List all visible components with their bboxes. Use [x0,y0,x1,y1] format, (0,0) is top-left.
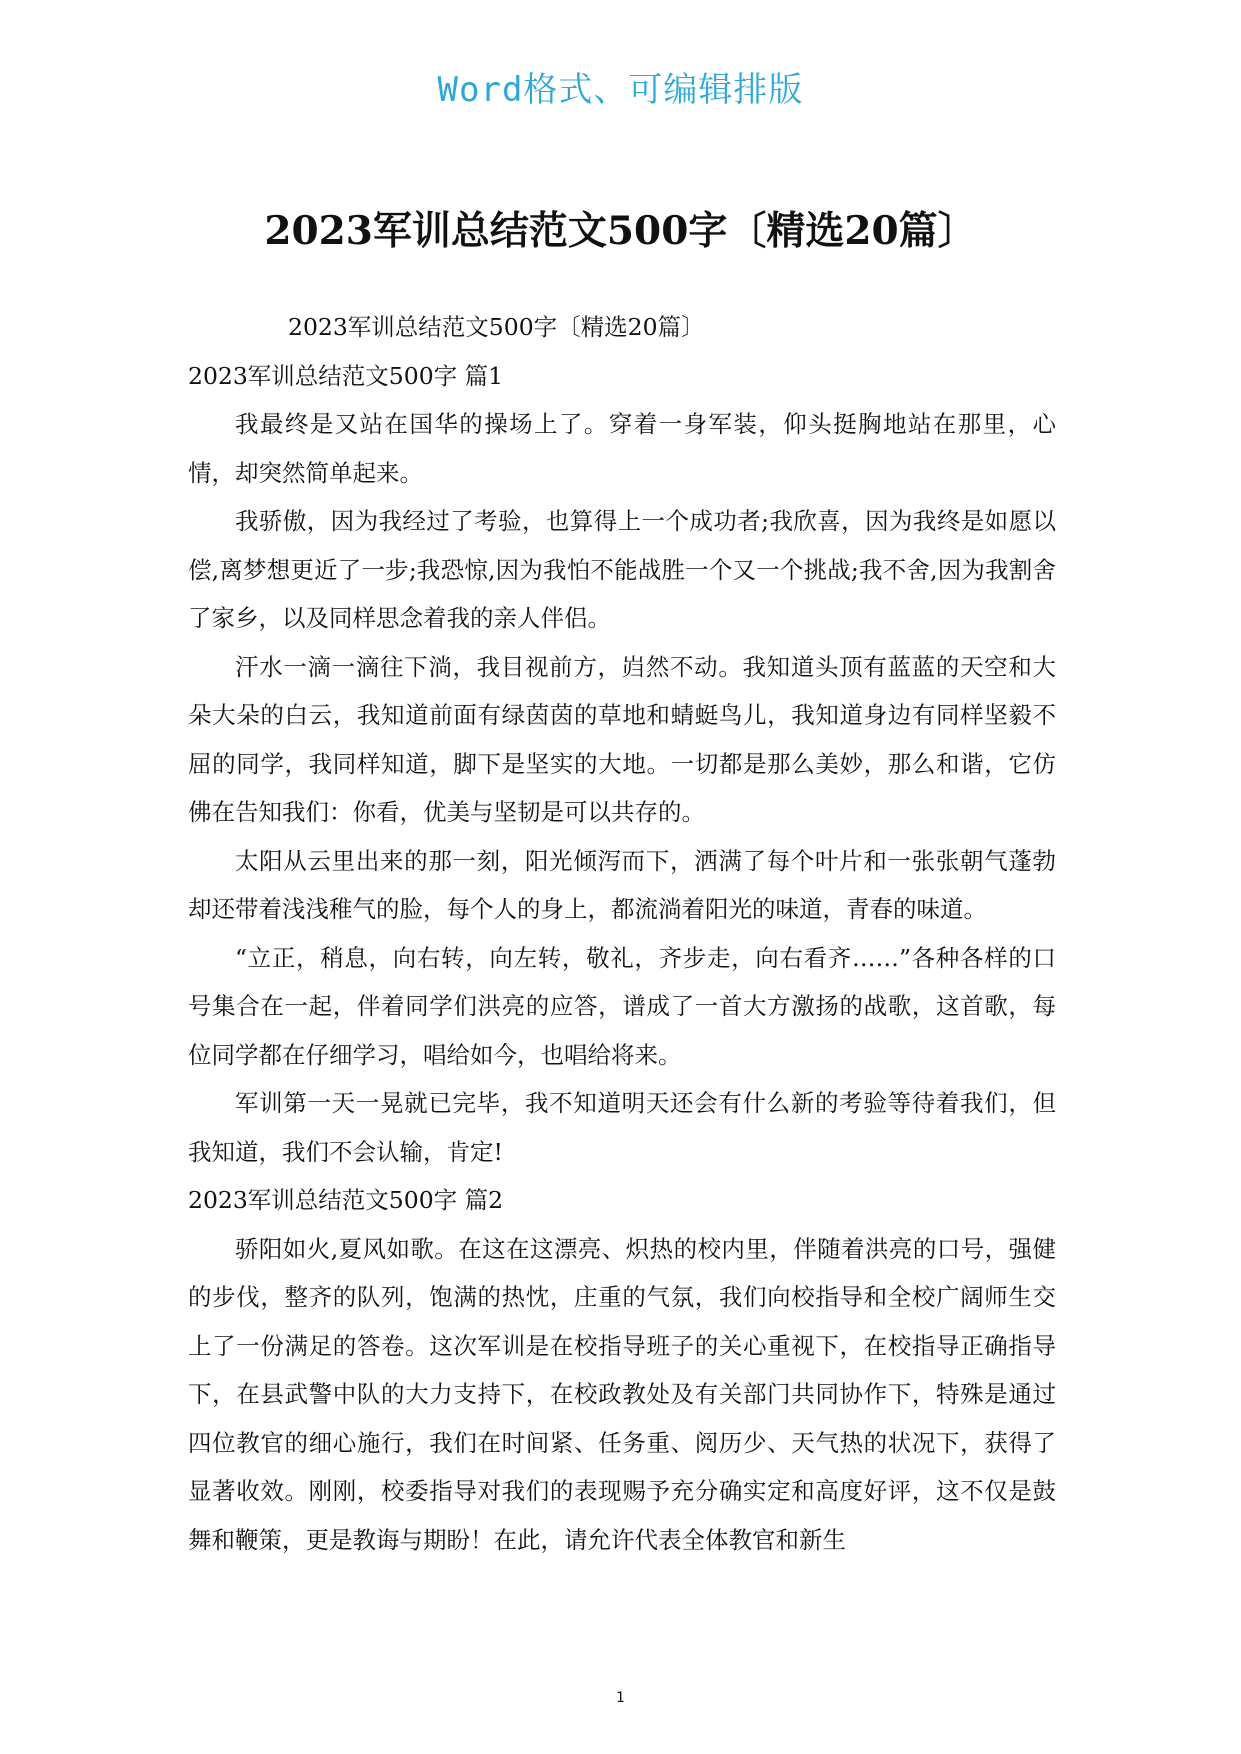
paragraph: “立正，稍息，向右转，向左转，敬礼，齐步走，向右看齐……”各种各样的口号集合在一起，伴着同学们洪亮的应答，谱成了一首大方激扬的战歌，这首歌，每位同学都在仔细学习，唱给如今，也唱给将来。 [188,943,1056,1069]
section-heading: 2023军训总结范文500字 篇1 [188,361,504,390]
section-heading: 2023军训总结范文500字 篇2 [188,1186,504,1214]
word-format-banner: Word格式、可编辑排版 [437,70,804,110]
paragraph: 汗水一滴一滴往下淌，我目视前方，岿然不动。我知道头顶有蓝蓝的天空和大朵大朵的白云，我知道前面有绿茵茵的草地和蜻蜓鸟儿，我知道身边有同样坚毅不屈的同学，我同样知道，脚下是坚实的大地。一切都是那么美妙，那么和谐，它仿佛在告知我们：你看，优美与坚韧是可以共存的。 [188,652,1056,826]
paragraph: 我最终是又站在国华的操场上了。穿着一身军装，仰头挺胸地站在那里，心情，却突然简单起来。 [188,410,1056,487]
paragraph: 太阳从云里出来的那一刻，阳光倾泻而下，洒满了每个叶片和一张张朝气蓬勃却还带着浅浅稚气的脸，每个人的身上，都流淌着阳光的味道，青春的味道。 [188,846,1056,923]
page-number: 1 [616,1690,625,1706]
paragraph: 军训第一天一晃就已完毕，我不知道明天还会有什么新的考验等待着我们，但我知道，我们不会认输，肯定! [188,1089,1056,1166]
document-subtitle: 2023军训总结范文500字〔精选20篇〕 [288,313,705,341]
paragraph: 骄阳如火,夏风如歌。在这在这漂亮、炽热的校内里，伴随着洪亮的口号，强健的步伐，整齐的队列，饱满的热忱，庄重的气氛，我们向校指导和全校广阔师生交上了一份满足的答卷。这次军训是在校指导班子的关心重视下，在校指导正确指导下，在县武警中队的大力支持下，在校政教处及有关部门共同协作下，特殊是通过四位教官的细心施行，我们在时间紧、任务重、阅历少、天气热的状况下，获得了显著收效。刚刚，校委指导对我们的表现赐予充分确实定和高度好评，这不仅是鼓舞和鞭策，更是教诲与期盼！在此，请允许代表全体教官和新生 [188,1234,1056,1554]
document-body [188,303,1056,1564]
document-title: 2023军训总结范文500字〔精选20篇〕 [264,208,977,254]
paragraph: 我骄傲，因为我经过了考验，也算得上一个成功者;我欣喜，因为我终是如愿以偿,离梦想更近了一步;我恐惊,因为我怕不能战胜一个又一个挑战;我不舍,因为我割舍了家乡，以及同样思念着我的亲人伴侣。 [188,507,1056,632]
